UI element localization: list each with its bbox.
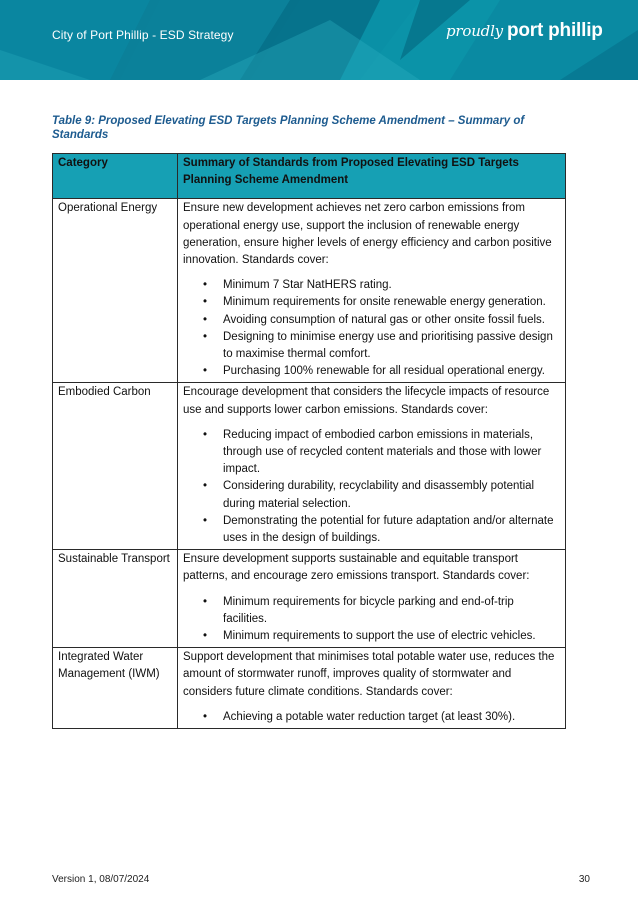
footer-version: Version 1, 08/07/2024 [52,874,150,885]
list-item-text: Purchasing 100% renewable for all residual operational energy. [223,365,545,378]
list-item-text: Minimum requirements for onsite renewable energy generation. [223,296,546,309]
list-item-text: Reducing impact of embodied carbon emissions in materials, through use of recycled content materials and those with lower impact. [223,428,542,476]
page-header [0,0,638,80]
header-title: City of Port Phillip - ESD Strategy [52,28,234,42]
list-item [203,312,560,329]
table-caption: Table 9: Proposed Elevating ESD Targets Planning Scheme Amendment – Summary of Standards [52,115,525,141]
column-header-category: Category [53,154,178,199]
summary-description: Ensure development supports sustainable and equitable transport patterns, and encourage zero emissions transport. Standards cover: [183,553,530,583]
logo-script-text: proudly [446,22,503,40]
logo-brand-text: port phillip [506,20,603,41]
column-header-summary: Summary of Standards from Proposed Elevating ESD Targets Planning Scheme Amendment [178,154,566,199]
summary-description: Support development that minimises total potable water use, reduces the amount of stormwater runoff, improves quality of stormwater and considers future climate conditions. Standards cover: [183,651,555,698]
standards-list [183,427,560,547]
standards-list [183,709,560,726]
category-cell: Operational Energy [53,199,178,383]
bullet-icon: • [203,480,208,493]
category-cell: Integrated Water Management (IWM) [53,648,178,729]
list-item-text: Minimum 7 Star NatHERS rating. [223,279,392,292]
list-item [203,709,560,726]
bullet-icon: • [203,428,208,441]
list-item-text: Demonstrating the potential for future adaptation and/or alternate uses in the design of buildings. [223,514,554,545]
category-cell: Sustainable Transport [53,550,178,648]
bullet-icon: • [203,630,208,643]
page-number: 30 [578,874,590,885]
summary-cell [178,199,566,383]
category-cell: Embodied Carbon [53,383,178,550]
list-item-text: Minimum requirements for bicycle parking and end-of-trip facilities. [223,595,514,625]
list-item-text: Minimum requirements to support the use of electric vehicles. [223,630,536,643]
list-item [203,363,560,380]
table-row [53,199,566,383]
table-header-row [53,154,566,199]
standards-table [52,153,566,729]
list-item [203,513,560,547]
list-item [203,594,560,628]
table-row [53,648,566,729]
summary-description: Ensure new development achieves net zero carbon emissions from operational energy use, support the inclusion of renewable energy generation, ensure higher levels of energy efficiency and carbon positive innovation. Standards cover: [183,202,552,267]
list-item-text: Avoiding consumption of natural gas or other onsite fossil fuels. [223,313,545,326]
bullet-icon: • [203,514,208,527]
list-item [203,628,560,645]
list-item [203,427,560,479]
bullet-icon: • [203,313,208,326]
bullet-icon: • [203,595,208,608]
summary-description: Encourage development that considers the lifecycle impacts of resource use and supports lower carbon emissions. Standards cover: [183,386,550,416]
bullet-icon: • [203,296,208,309]
proudly-port-phillip-logo [446,20,603,46]
table-row [53,383,566,550]
standards-list [183,594,560,646]
list-item-text: Designing to minimise energy use and prioritising passive design to maximise thermal comfort. [223,330,553,361]
table-row [53,550,566,648]
summary-cell [178,383,566,550]
bullet-icon: • [203,710,208,723]
bullet-icon: • [203,365,208,378]
bullet-icon: • [203,330,208,343]
standards-list [183,277,560,380]
list-item [203,294,560,311]
summary-cell [178,550,566,648]
list-item-text: Considering durability, recyclability and disassembly potential during material selection. [223,480,535,510]
list-item-text: Achieving a potable water reduction target (at least 30%). [223,710,516,723]
list-item [203,478,560,512]
summary-cell [178,648,566,729]
bullet-icon: • [203,279,208,292]
list-item [203,329,560,363]
list-item [203,277,560,294]
